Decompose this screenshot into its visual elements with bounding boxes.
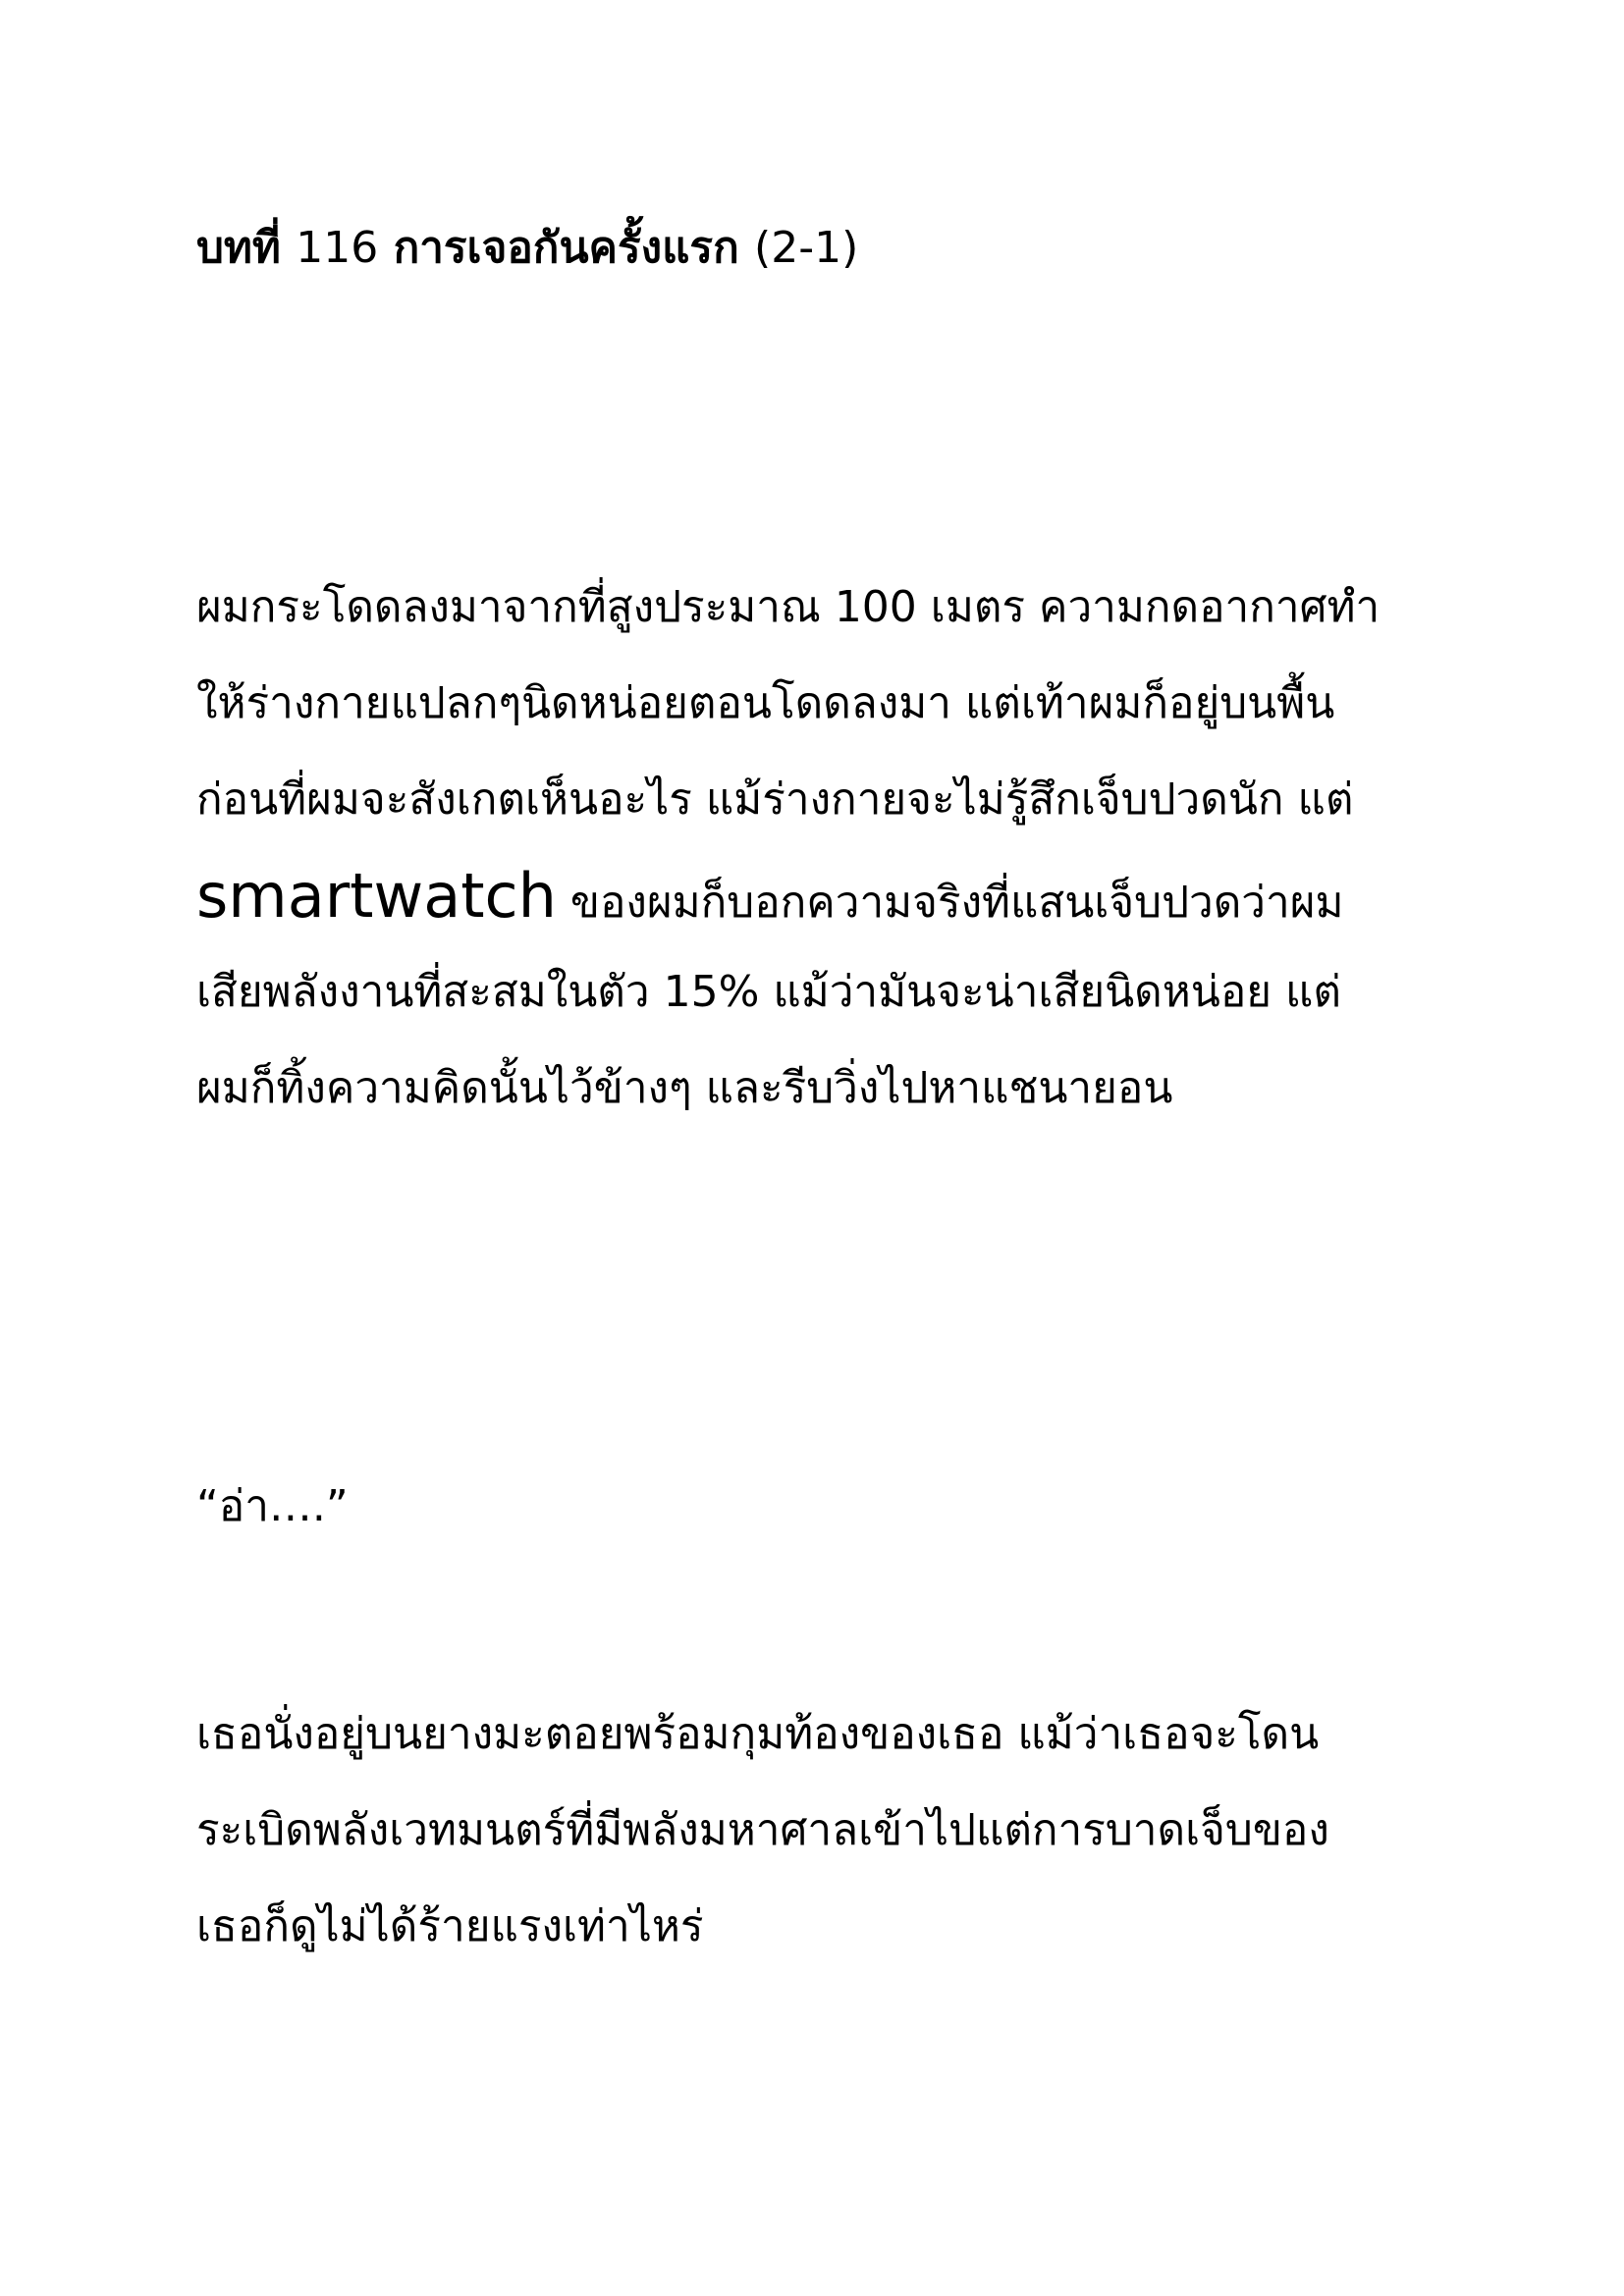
paragraph-1	[196, 560, 1380, 1137]
chapter-title: การเจอกันครั้งแรก	[393, 223, 739, 273]
paragraph-line: ก่อนที่ผมจะสังเกตเห็นอะไร แม้ร่างกายจะไม่รู้สึกเจ็บปวดนัก แต่	[196, 774, 1354, 825]
paragraph-line: เธอนั่งอยู่บนยางมะตอยพร้อมกุมท้องของเธอ แม้ว่าเธอจะโดน	[196, 1709, 1320, 1759]
dialogue-line: “อ่า….”	[196, 1481, 349, 1531]
paragraph-line: เธอก็ดูไม่ได้ร้ายแรงเท่าไหร่	[196, 1901, 704, 1951]
paragraph-2	[196, 1459, 349, 1555]
paragraph-3	[196, 1686, 1329, 1975]
paragraph-line: เสียพลังงานที่สะสมในตัว 15% แม้ว่ามันจะน่าเสียนิดหน่อย แต่	[196, 967, 1341, 1017]
chapter-number: 116	[296, 223, 379, 273]
paragraph-line-rest: ของผมก็บอกความจริงที่แสนเจ็บปวดว่าผม	[569, 878, 1344, 928]
paragraph-line: ผมกระโดดลงมาจากที่สูงประมาณ 100 เมตร ความกดอากาศทำ	[196, 582, 1380, 632]
chapter-part: (2-1)	[754, 223, 859, 273]
chapter-prefix: บทที่	[196, 223, 281, 273]
inline-word-smartwatch: smartwatch	[196, 860, 557, 932]
paragraph-line: ระเบิดพลังเวทมนตร์ที่มีพลังมหาศาลเข้าไปแต่การบาดเจ็บของ	[196, 1805, 1329, 1855]
paragraph-line: ให้ร่างกายแปลกๆนิดหน่อยตอนโดดลงมา แต่เท้าผมก็อยู่บนพื้น	[196, 678, 1335, 728]
paragraph-line	[196, 848, 1380, 944]
chapter-heading	[196, 214, 858, 283]
paragraph-line: ผมก็ทิ้งความคิดนั้นไว้ข้างๆ และรีบวิ่งไปหาแชนายอน	[196, 1063, 1173, 1113]
